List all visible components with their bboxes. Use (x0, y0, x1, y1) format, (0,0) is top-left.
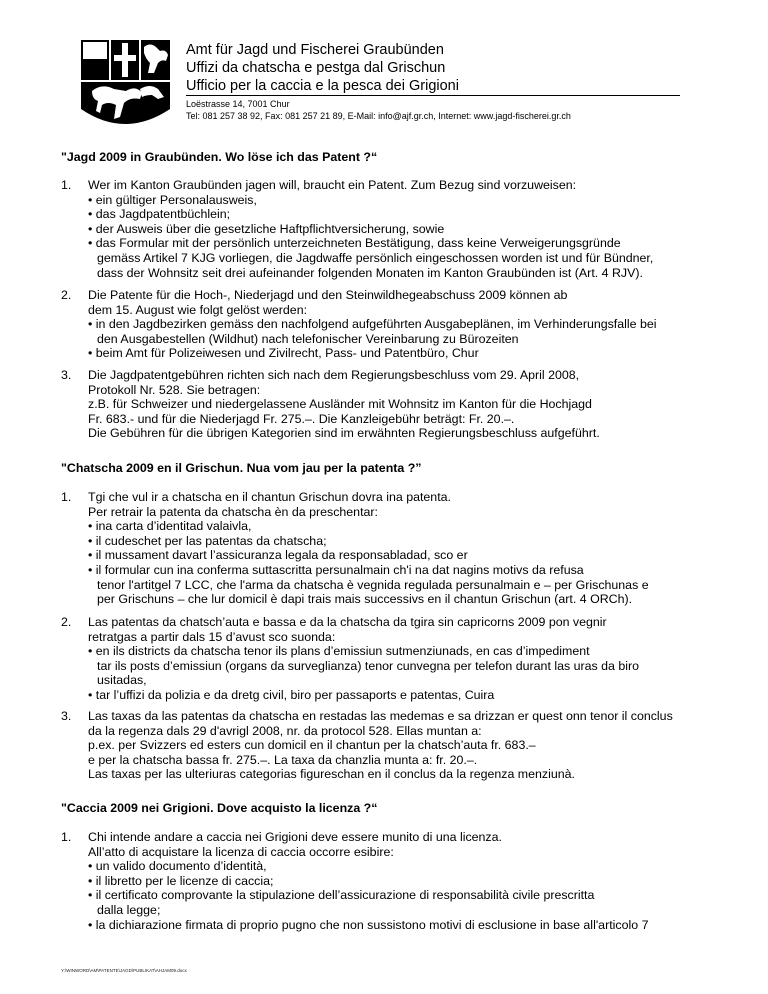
bullet-line: • il mussament davart l’assicuranza legala da responsabladad, sco er (88, 548, 468, 563)
text-line: Per retrair la patenta da chatscha èn da preschentar: (88, 504, 378, 519)
item-number: 2. (61, 288, 72, 302)
item-number: 3. (61, 709, 72, 723)
text-line: per Grischuns – che lur domicil è dapi trais mais successivs en il chantun Grischun (art. 4 ORCh). (97, 592, 633, 607)
text-line: z.B. für Schweizer und niedergelassene Ausländer mit Wohnsitz im Kanton für die Hochjagd (88, 397, 592, 412)
bullet-line: • das Formular mit der persönlich unterzeichneten Bestätigung, dass keine Verweigerungsgründe (88, 236, 621, 251)
file-path-footer: Y:\WINWORD\AM\PATENTE\JAGD\PUBLIKAT\AHJAM09.docx (61, 968, 187, 973)
org-name-italian: Ufficio per la caccia e la pesca dei Grigioni (186, 77, 680, 96)
bullet-line: • ein gültiger Personalausweis, (88, 192, 257, 207)
text-line: e per la chatscha bassa fr. 275.–. La taxa da chanzlia munta a: fr. 20.–. (88, 752, 478, 767)
bullet-line: • un valido documento d’identità, (88, 859, 267, 874)
section-title-german: "Jagd 2009 in Graubünden. Wo löse ich das Patent ?“ (61, 150, 378, 164)
text-line: dass der Wohnsitz seit drei aufeinander folgenden Monaten im Kanton Graubünden ist (Art. 4 RJV). (97, 265, 643, 280)
bullet-line: • in den Jagdbezirken gemäss den nachfolgend aufgeführten Ausgabeplänen, im Verhinderungsfalle bei (88, 317, 657, 332)
bullet-line: • tar l’uffizi da polizia e da dretg civil, biro per passaports e patentas, Cuira (88, 687, 495, 702)
bullet-line: • il cudeschet per las patentas da chatscha; (88, 533, 327, 548)
text-line: Chi intende andare a caccia nei Grigioni deve essere munito di una licenza. (88, 830, 502, 844)
text-line: tar ils posts d’emissiun (organs da surveglianza) tenor cunvegna per telefon durant las uras da biro (97, 658, 640, 673)
text-line: Die Gebühren für die übrigen Kategorien sind im erwähnten Regierungsbeschluss aufgeführt. (88, 426, 600, 441)
text-line: gemäss Artikel 7 KJG vorliegen, die Jagdwaffe persönlich eingeschossen worden ist und für Bündner, (97, 250, 654, 265)
text-line: Las taxas da las patentas da chatscha en restadas las medemas e sa drizzan er quest onn tenor il conclus (88, 709, 673, 723)
bullet-line: • la dichiarazione firmata di proprio pugno che non sussistono motivi di esclusione in base all'articolo 7 (88, 917, 649, 932)
text-line: usitadas, (97, 673, 147, 688)
postal-address: Loëstrasse 14, 7001 Chur (186, 99, 290, 109)
org-name-romansh: Uffizi da chatscha e pestga dal Grischun (186, 60, 446, 76)
text-line: Tgi che vul ir a chatscha en il chantun Grischun dovra ina patenta. (88, 490, 451, 504)
text-line: dalla legge; (97, 902, 161, 917)
text-line: tenor l'artitgel 7 LCC, che l'arma da chatscha è vegnida regulada persunalmain e – per Grischunas e (97, 577, 649, 592)
graubuenden-coat-of-arms-logo (80, 39, 171, 136)
text-line: retratgas a partir dals 15 d’avust sco suonda: (88, 629, 336, 644)
text-line: da la regenza dals 29 d'avrigl 2008, nr. da protocol 528. Ellas muntan a: (88, 723, 482, 738)
bullet-line: • das Jagdpatentbüchlein; (88, 207, 231, 222)
organization-header (186, 41, 680, 96)
bullet-line: • beim Amt für Polizeiwesen und Zivilrecht, Pass- und Patentbüro, Chur (88, 346, 479, 361)
contact-info: Tel: 081 257 38 92, Fax: 081 257 21 89, E-Mail: info@ajf.gr.ch, Internet: www.jagd-fischerei.gr.ch (186, 111, 571, 121)
item-number: 3. (61, 368, 72, 382)
item-number: 1. (61, 490, 72, 504)
text-line: Die Jagdpatentgebühren richten sich nach dem Regierungsbeschluss vom 29. April 2008, (88, 368, 580, 382)
text-line: All’atto di acquistare la licenza di caccia occorre esibire: (88, 844, 394, 859)
section-title-italian: "Caccia 2009 nei Grigioni. Dove acquisto la licenza ?“ (61, 801, 378, 815)
item-number: 1. (61, 178, 72, 192)
text-line: p.ex. per Svizzers ed esters cun domicil en il chantun per la chatsch’auta fr. 683.– (88, 738, 536, 753)
bullet-line: • ina carta d’identitad valaivla, (88, 519, 252, 534)
bullet-line: • il formular cun ina conferma suttascritta persunalmain ch'i na dat nagins motivs da refusa (88, 562, 584, 577)
text-line: den Ausgabestellen (Wildhut) nach telefonischer Vereinbarung zu Bürozeiten (97, 331, 519, 346)
bullet-line: • il libretto per le licenze di caccia; (88, 873, 274, 888)
bullet-line: • en ils districts da chatscha tenor ils plans d’emissiun sutmenziunads, en cas d’impediment (88, 644, 590, 659)
bullet-line: • der Ausweis über die gesetzliche Haftpflichtversicherung, sowie (88, 221, 445, 236)
text-line: dem 15. August wie folgt gelöst werden: (88, 302, 308, 317)
org-name-german: Amt für Jagd und Fischerei Graubünden (186, 42, 444, 58)
text-line: Las patentas da chatsch’auta e bassa e da la chatscha da tgira sin capricorns 2009 pon vegnir (88, 615, 607, 629)
text-line: Wer im Kanton Graubünden jagen will, braucht ein Patent. Zum Bezug sind vorzuweisen: (88, 178, 577, 192)
item-number: 1. (61, 830, 72, 844)
address-block (186, 98, 571, 122)
text-line: Protokoll Nr. 528. Sie betragen: (88, 382, 261, 397)
item-number: 2. (61, 615, 72, 629)
text-line: Die Patente für die Hoch-, Niederjagd und den Steinwildhegeabschuss 2009 können ab (88, 288, 568, 302)
text-line: Fr. 683.- und für die Niederjagd Fr. 275.–. Die Kanzleigebühr beträgt: Fr. 20.–. (88, 411, 515, 426)
section-title-romansh: "Chatscha 2009 en il Grischun. Nua vom jau per la patenta ?” (61, 461, 422, 475)
text-line: Las taxas per las ulteriuras categorias figureschan en il conclus da la regenza menziunà. (88, 767, 575, 782)
bullet-line: • il certificato comprovante la stipulazione dell’assicurazione di responsabilità civile prescritta (88, 888, 595, 903)
